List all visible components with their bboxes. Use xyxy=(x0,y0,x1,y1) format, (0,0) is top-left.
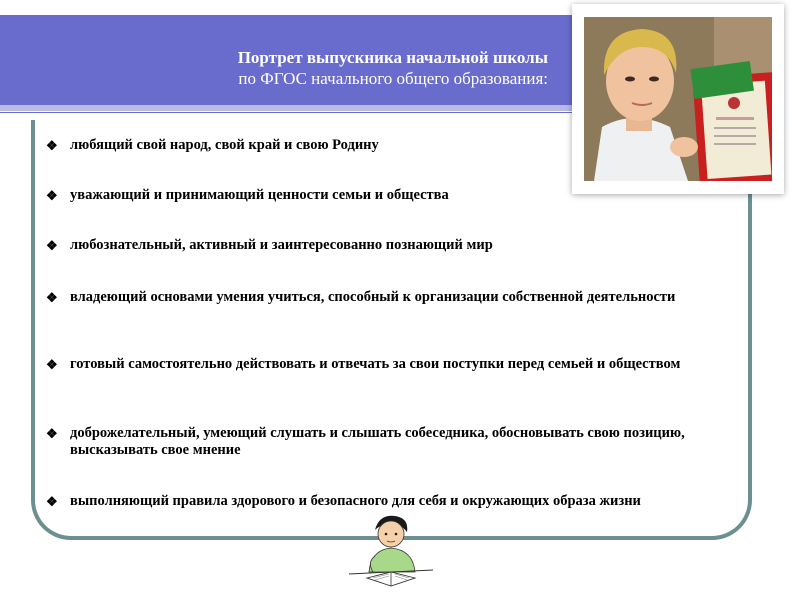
photo-frame xyxy=(572,4,784,194)
slide-title xyxy=(238,47,548,89)
bullet-marker-icon: ❖ xyxy=(46,290,58,305)
header-divider xyxy=(0,112,600,113)
list-item xyxy=(46,237,736,254)
list-item xyxy=(46,289,736,306)
list-item-text: любознательный, активный и заинтересованно познающий мир xyxy=(70,237,493,253)
list-item-text: владеющий основами умения учиться, способный к организации собственной деятельности xyxy=(70,289,676,305)
bullet-marker-icon: ❖ xyxy=(46,426,58,441)
list-item-text: любящий свой народ, свой край и свою Родину xyxy=(70,137,379,153)
list-item xyxy=(46,356,736,373)
bullet-marker-icon: ❖ xyxy=(46,188,58,203)
list-item-text: уважающий и принимающий ценности семьи и общества xyxy=(70,187,449,203)
student-reading-clipart xyxy=(345,512,437,592)
bullet-marker-icon: ❖ xyxy=(46,238,58,253)
list-item-text: готовый самостоятельно действовать и отвечать за свои поступки перед семьей и обществом xyxy=(70,356,681,372)
title-line-2: по ФГОС начального общего образования: xyxy=(238,69,548,88)
list-item-text: доброжелательный, умеющий слушать и слышать собеседника, обосновывать свою позицию, высказывать свое мнение xyxy=(70,425,685,458)
list-item-text: выполняющий правила здорового и безопасного для себя и окружающих образа жизни xyxy=(70,493,641,509)
bullet-marker-icon: ❖ xyxy=(46,494,58,509)
list-item xyxy=(46,137,736,154)
header-band xyxy=(0,15,600,111)
list-item xyxy=(46,425,736,459)
schoolboy-photo xyxy=(584,17,772,181)
title-line-1: Портрет выпускника начальной школы xyxy=(237,48,548,67)
list-item xyxy=(46,187,736,204)
bullet-marker-icon: ❖ xyxy=(46,138,58,153)
list-item xyxy=(46,493,736,510)
bullet-marker-icon: ❖ xyxy=(46,357,58,372)
